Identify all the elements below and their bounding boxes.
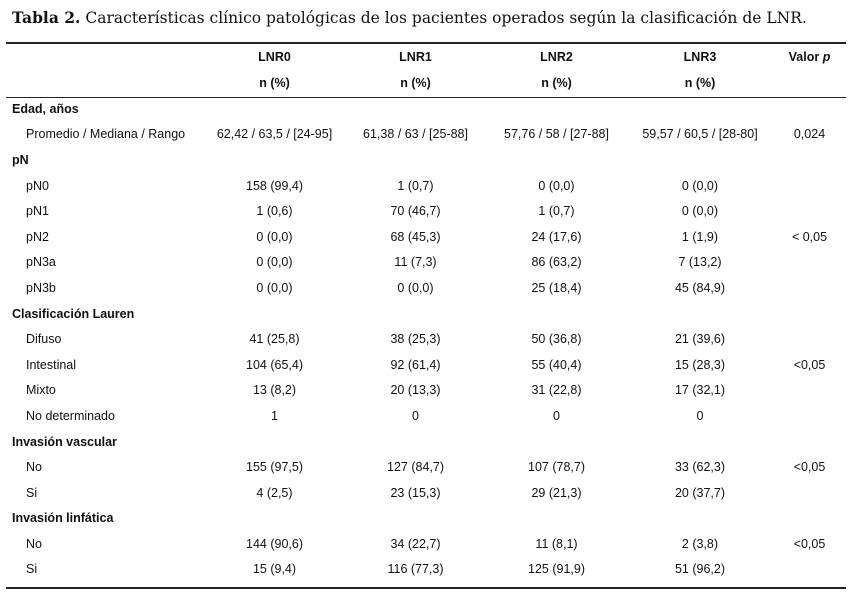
table-row: [6, 122, 846, 148]
cell-lnr3: 15 (28,3): [674, 357, 726, 372]
section-label: Edad, años: [12, 101, 79, 116]
cell-lnr3: [627, 147, 773, 173]
cell-lnr3: [627, 96, 773, 122]
cell-lnr1: 68 (45,3): [390, 229, 441, 244]
cell-p-value: 0,024: [793, 127, 826, 142]
cell-lnr0: 0 (0,0): [256, 229, 293, 244]
cell-lnr1: 38 (25,3): [390, 332, 441, 347]
cell-lnr0: [204, 96, 345, 122]
cell-p-value: [773, 429, 846, 455]
cell-lnr3: 59,57 / 60,5 / [28-80]: [642, 127, 758, 142]
cell-p-value: <0,05: [793, 536, 826, 551]
cell-lnr0: 0 (0,0): [256, 280, 293, 295]
section-row: [6, 429, 846, 455]
cell-lnr2: 11 (8,1): [535, 536, 578, 551]
cell-lnr2: [486, 147, 627, 173]
cell-lnr0: 0 (0,0): [256, 255, 293, 270]
cell-lnr2: 24 (17,6): [531, 229, 582, 244]
section-row: [6, 506, 846, 532]
cell-p-value: [773, 403, 846, 429]
header-row: [6, 44, 846, 70]
table-bottom-rule: [6, 587, 846, 589]
table-row: [6, 275, 846, 301]
header-lnr3: LNR3: [683, 50, 717, 64]
cell-lnr0: 144 (90,6): [246, 536, 303, 551]
subheader-p-cell: [773, 70, 846, 96]
subheader-lnr0: n (%): [259, 76, 290, 90]
table-row: [6, 352, 846, 378]
subheader-lnr1: n (%): [400, 76, 431, 90]
cell-lnr2: 125 (91,9): [528, 562, 585, 577]
cell-lnr2: 107 (78,7): [528, 460, 585, 475]
cell-p-value: [773, 250, 846, 276]
table-row: [6, 173, 846, 199]
row-label: Difuso: [26, 332, 62, 347]
cell-lnr3: 7 (13,2): [678, 255, 722, 270]
section-label: Invasión vascular: [12, 434, 117, 449]
cell-lnr1: 11 (7,3): [394, 255, 437, 270]
header-label-cell: [6, 44, 204, 70]
table-row: [6, 326, 846, 352]
cell-lnr1: 70 (46,7): [390, 204, 441, 219]
cell-lnr2: [486, 429, 627, 455]
table-row: [6, 454, 846, 480]
cell-lnr1: 34 (22,7): [390, 536, 441, 551]
row-label: No: [26, 536, 42, 551]
cell-lnr3: 51 (96,2): [674, 562, 726, 577]
cell-lnr1: 116 (77,3): [387, 562, 444, 577]
cell-lnr1: 0 (0,0): [397, 280, 434, 295]
cell-lnr2: 31 (22,8): [531, 383, 582, 398]
cell-p-value: [773, 173, 846, 199]
cell-lnr3: [627, 506, 773, 532]
cell-lnr2: 55 (40,4): [531, 357, 582, 372]
row-label: pN1: [26, 204, 49, 219]
cell-lnr3: 17 (32,1): [674, 383, 726, 398]
cell-lnr1: 23 (15,3): [390, 485, 441, 500]
table-row: [6, 403, 846, 429]
cell-lnr0: 4 (2,5): [256, 485, 293, 500]
cell-lnr3: 1 (1,9): [681, 229, 719, 244]
cell-lnr0: 1: [271, 408, 278, 423]
cell-lnr2: 29 (21,3): [531, 485, 582, 500]
cell-lnr3: 0: [696, 408, 704, 423]
cell-lnr0: [204, 301, 345, 327]
table-body: [6, 96, 846, 582]
cell-lnr1: [345, 147, 486, 173]
cell-lnr0: [204, 506, 345, 532]
cell-lnr2: 57,76 / 58 / [27-88]: [504, 127, 609, 142]
header-lnr0: LNR0: [258, 50, 291, 64]
section-row: [6, 96, 846, 122]
cell-lnr1: 92 (61,4): [390, 357, 441, 372]
header-p-value: [773, 44, 846, 70]
section-label: Invasión linfática: [12, 511, 114, 526]
cell-lnr2: [486, 96, 627, 122]
cell-lnr0: 155 (97,5): [246, 460, 303, 475]
cell-lnr0: 15 (9,4): [252, 562, 297, 577]
cell-p-value: [773, 198, 846, 224]
cell-lnr0: [204, 147, 345, 173]
subheader-label-cell: [6, 70, 204, 96]
row-label: Intestinal: [26, 357, 77, 372]
p-value-label: Valor: [788, 50, 820, 64]
cell-lnr1: [345, 429, 486, 455]
row-label: pN0: [26, 178, 49, 193]
cell-lnr2: [486, 506, 627, 532]
header-lnr2: LNR2: [540, 50, 573, 64]
cell-lnr0: 104 (65,4): [246, 357, 303, 372]
cell-lnr3: 0 (0,0): [681, 178, 719, 193]
cell-lnr3: 21 (39,6): [674, 332, 726, 347]
cell-p-value: [773, 557, 846, 583]
cell-p-value: [773, 275, 846, 301]
table-caption: [12, 8, 807, 27]
caption-text: Características clínico patológicas de los pacientes operados según la clasificación de LNR.: [85, 9, 807, 27]
cell-lnr2: 86 (63,2): [531, 255, 582, 270]
cell-lnr2: 50 (36,8): [531, 332, 582, 347]
header-lnr1: LNR1: [399, 50, 432, 64]
cell-lnr0: 41 (25,8): [249, 332, 300, 347]
cell-p-value: [773, 326, 846, 352]
table-header: [6, 44, 846, 96]
cell-lnr2: 1 (0,7): [538, 204, 575, 219]
cell-lnr1: [345, 301, 486, 327]
subheader-row: [6, 70, 846, 96]
cell-p-value: [773, 96, 846, 122]
cell-lnr3: [627, 301, 773, 327]
cell-lnr0: 13 (8,2): [252, 383, 297, 398]
cell-p-value: <0,05: [793, 357, 826, 372]
subheader-lnr3: n (%): [684, 76, 716, 90]
cell-p-value: < 0,05: [791, 229, 828, 244]
cell-p-value: [773, 506, 846, 532]
cell-lnr3: 2 (3,8): [681, 536, 719, 551]
cell-lnr1: 127 (84,7): [387, 460, 444, 475]
cell-lnr0: 158 (99,4): [246, 178, 303, 193]
table-row: [6, 224, 846, 250]
table-row: [6, 531, 846, 557]
cell-lnr0: [204, 429, 345, 455]
data-table: [6, 44, 846, 582]
cell-lnr0: 62,42 / 63,5 / [24-95]: [216, 127, 333, 142]
cell-lnr1: [345, 96, 486, 122]
cell-lnr2: [486, 301, 627, 327]
subheader-lnr2: n (%): [541, 76, 572, 90]
cell-lnr3: 0 (0,0): [681, 204, 719, 219]
cell-p-value: [773, 147, 846, 173]
cell-lnr3: 33 (62,3): [674, 460, 726, 475]
row-label: Si: [26, 562, 38, 577]
table-row: [6, 378, 846, 404]
cell-p-value: [773, 378, 846, 404]
cell-lnr1: 0: [412, 408, 419, 423]
row-label: pN3a: [26, 255, 56, 270]
cell-lnr1: 1 (0,7): [397, 178, 434, 193]
cell-lnr0: 1 (0,6): [256, 204, 293, 219]
cell-lnr2: 0 (0,0): [538, 178, 575, 193]
caption-label: Tabla 2.: [12, 8, 81, 27]
row-label: Mixto: [26, 383, 56, 398]
cell-lnr3: 45 (84,9): [674, 280, 726, 295]
cell-lnr2: 25 (18,4): [531, 280, 582, 295]
cell-lnr3: [627, 429, 773, 455]
table-row: [6, 480, 846, 506]
table-row: [6, 557, 846, 583]
row-label: pN2: [26, 229, 49, 244]
cell-p-value: [773, 301, 846, 327]
table-row: [6, 198, 846, 224]
cell-p-value: <0,05: [793, 460, 826, 475]
row-label: Promedio / Mediana / Rango: [26, 127, 186, 142]
section-row: [6, 301, 846, 327]
section-row: [6, 147, 846, 173]
cell-lnr3: 20 (37,7): [674, 485, 726, 500]
section-label: Clasificación Lauren: [12, 306, 135, 321]
row-label: No determinado: [26, 408, 115, 423]
cell-lnr1: 20 (13,3): [390, 383, 441, 398]
row-label: pN3b: [26, 280, 56, 295]
p-value-symbol: p: [822, 50, 831, 64]
cell-p-value: [773, 480, 846, 506]
cell-lnr1: 61,38 / 63 / [25-88]: [363, 127, 468, 142]
cell-lnr2: 0: [553, 408, 560, 423]
cell-lnr1: [345, 506, 486, 532]
row-label: Si: [26, 485, 38, 500]
table-row: [6, 250, 846, 276]
row-label: No: [26, 460, 42, 475]
section-label: pN: [12, 152, 29, 167]
